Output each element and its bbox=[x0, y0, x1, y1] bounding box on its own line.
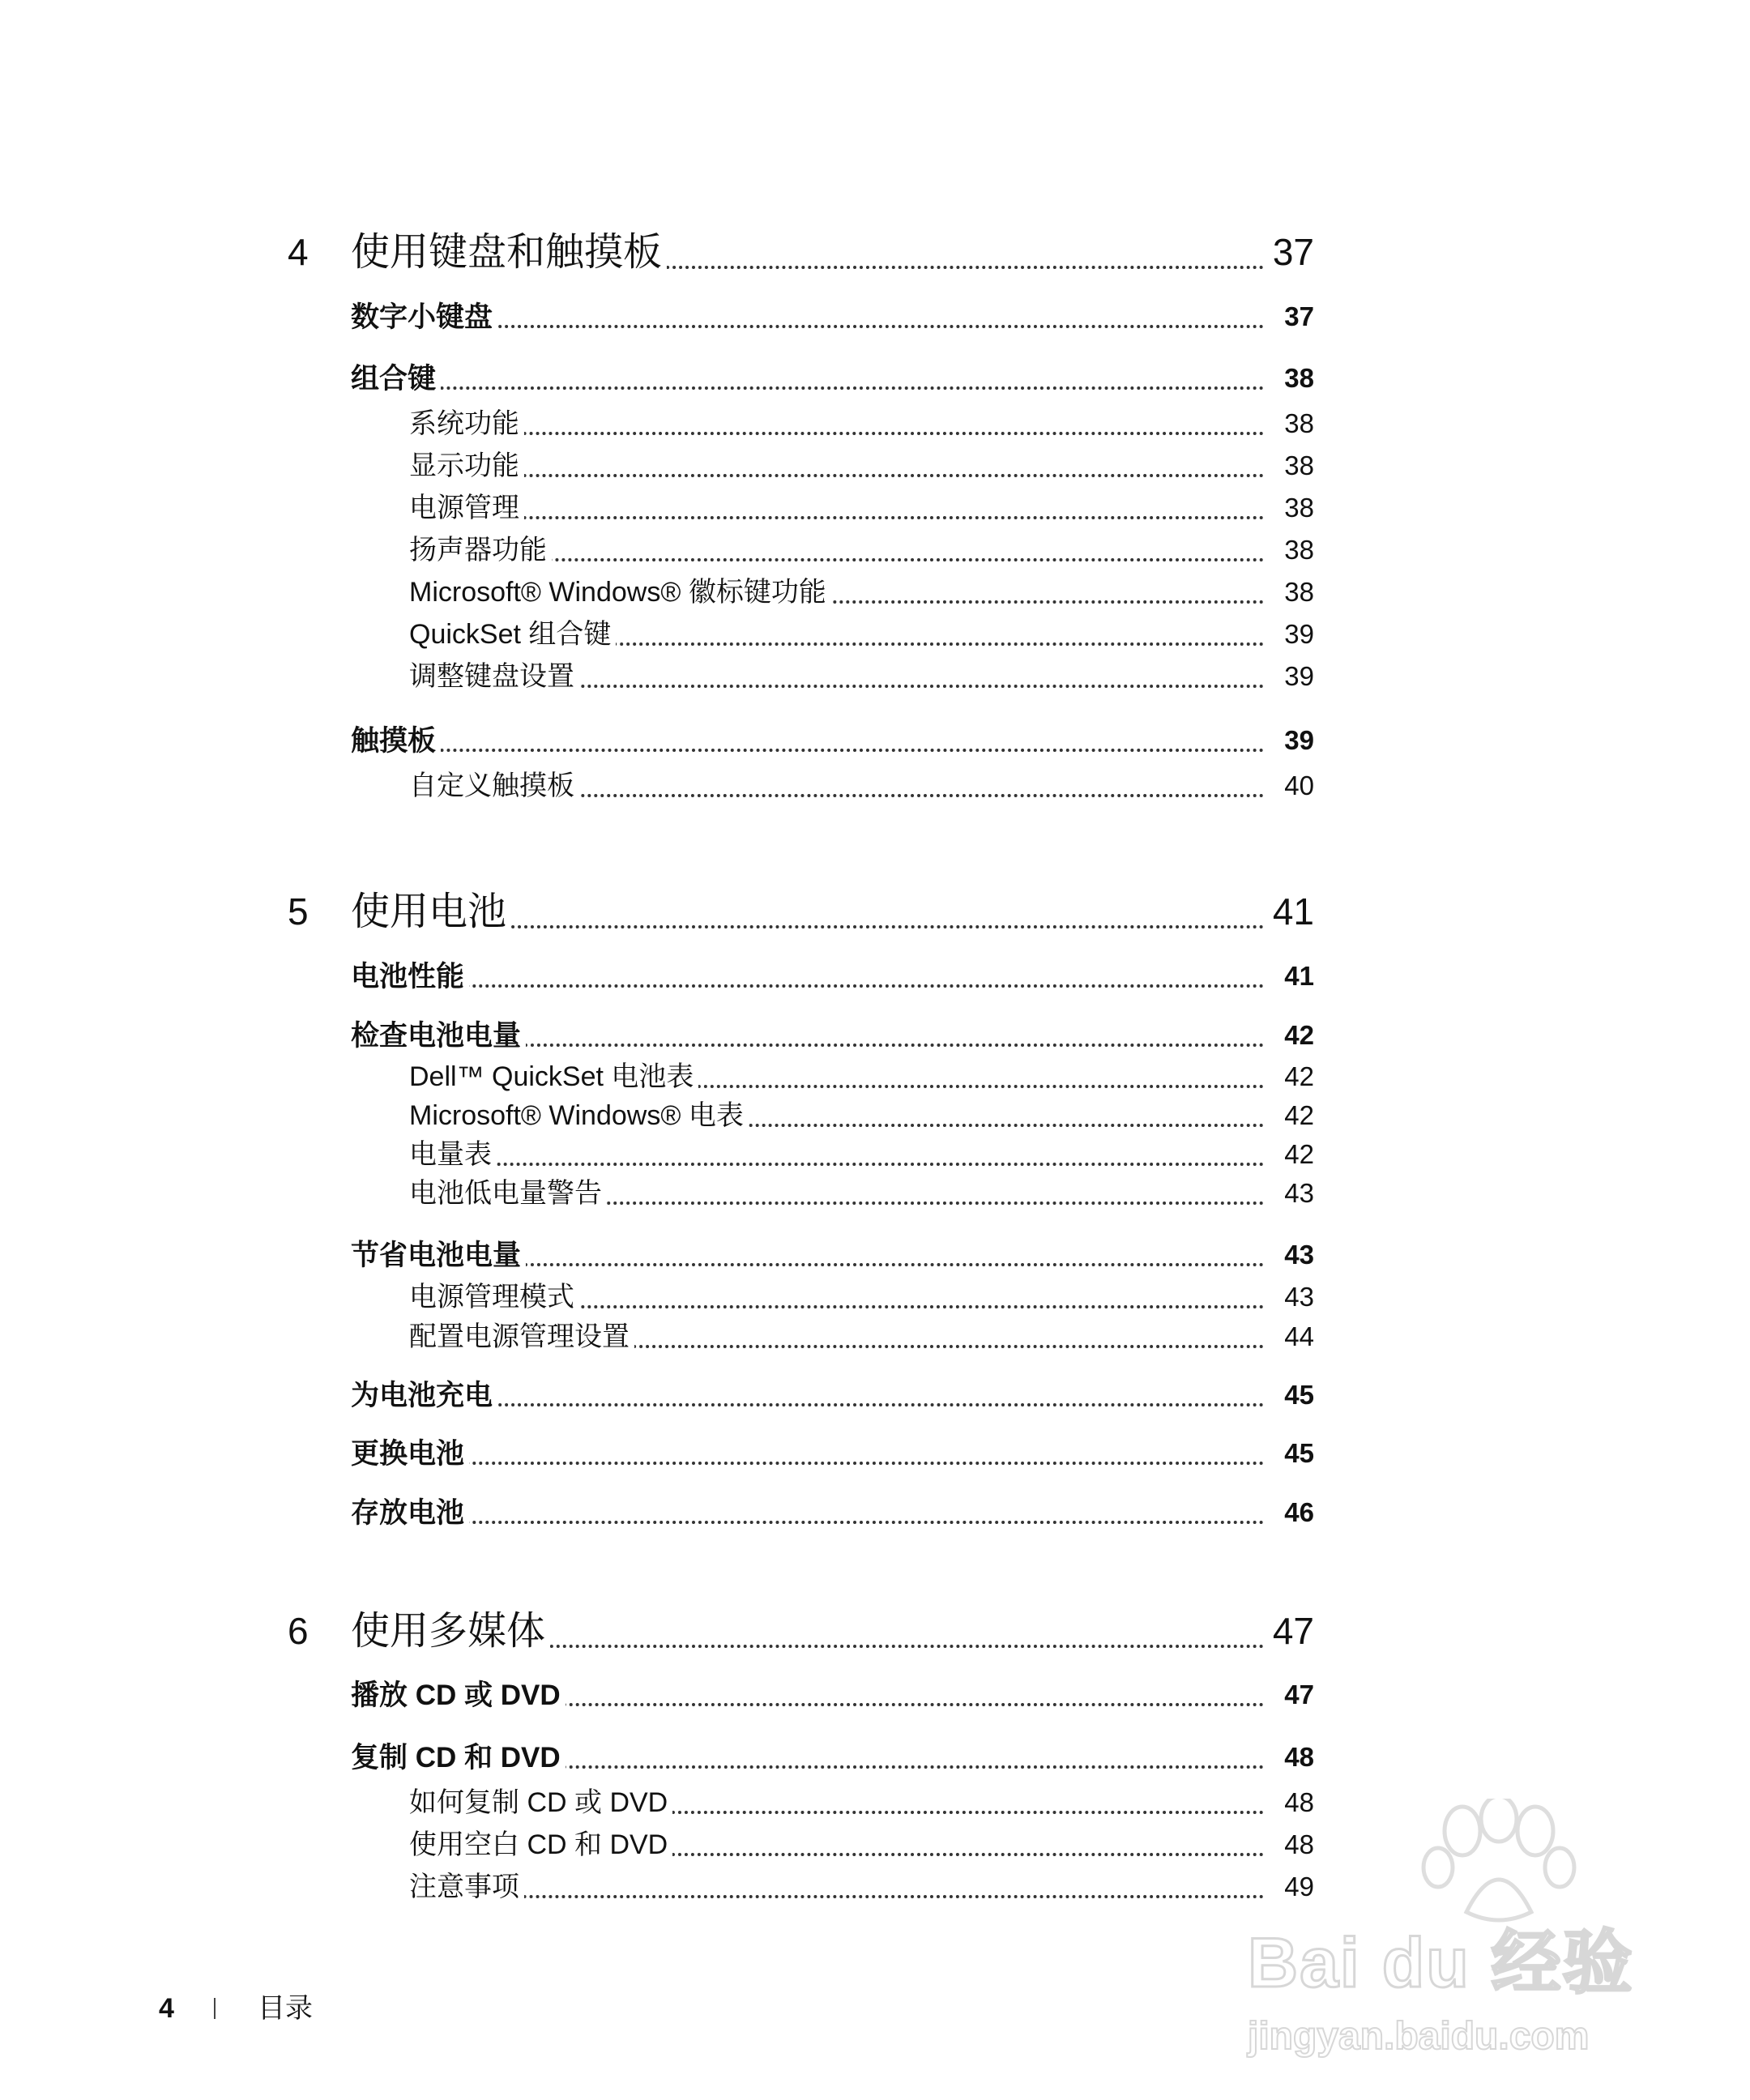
toc-entry-section[interactable] bbox=[0, 1499, 1750, 1527]
toc-title: Microsoft® Windows® 电表 bbox=[409, 1102, 749, 1129]
toc-title: 显示功能 bbox=[409, 452, 524, 480]
toc-page-number: 45 bbox=[1279, 1440, 1314, 1466]
toc-page-number: 40 bbox=[1279, 772, 1314, 799]
toc-title: 自定义触摸板 bbox=[409, 772, 579, 800]
watermark-url: jingyan.baidu.com bbox=[1248, 2015, 1590, 2058]
toc-page-number: 43 bbox=[1279, 1180, 1314, 1206]
toc-page-number: 37 bbox=[1279, 303, 1314, 330]
toc-entry-section[interactable] bbox=[0, 1381, 1750, 1410]
dot-leader bbox=[356, 749, 1264, 752]
toc-page-number: 41 bbox=[1268, 893, 1314, 930]
toc-entry-sub[interactable] bbox=[0, 772, 1750, 800]
toc-title: 播放 CD 或 DVD bbox=[351, 1681, 566, 1709]
toc-entry-sub[interactable] bbox=[0, 1102, 1750, 1130]
footer-divider bbox=[214, 1998, 216, 2019]
toc-entry-chapter[interactable] bbox=[0, 890, 1750, 933]
toc-title: Dell™ QuickSet 电池表 bbox=[409, 1063, 698, 1091]
watermark-brand: Bai du 经验 bbox=[1248, 1924, 1634, 2002]
toc-title: 使用电池 bbox=[351, 893, 511, 932]
toc-entry-sub[interactable] bbox=[0, 536, 1750, 565]
toc-page-number: 46 bbox=[1279, 1499, 1314, 1526]
toc-page-number: 37 bbox=[1268, 233, 1314, 271]
toc-entry-sub[interactable] bbox=[0, 1141, 1750, 1169]
toc-page-number: 48 bbox=[1279, 1744, 1314, 1770]
dot-leader bbox=[356, 386, 1264, 390]
toc-title: 配置电源管理设置 bbox=[409, 1323, 634, 1351]
chapter-number: 5 bbox=[288, 890, 309, 933]
toc-title: 更换电池 bbox=[351, 1440, 469, 1468]
toc-title: Microsoft® Windows® 徽标键功能 bbox=[409, 578, 831, 606]
toc-entry-sub[interactable] bbox=[0, 621, 1750, 649]
toc-page-number: 43 bbox=[1279, 1241, 1314, 1268]
toc-entry-sub[interactable] bbox=[0, 663, 1750, 691]
toc-title: 电池性能 bbox=[351, 962, 469, 991]
toc-title: 调整键盘设置 bbox=[409, 663, 579, 690]
toc-page-number: 48 bbox=[1279, 1789, 1314, 1816]
toc-page-number: 44 bbox=[1279, 1323, 1314, 1350]
toc-entry-sub[interactable] bbox=[0, 452, 1750, 480]
toc-page-number: 45 bbox=[1279, 1381, 1314, 1408]
toc-title: 电量表 bbox=[409, 1141, 497, 1168]
toc-title: 注意事项 bbox=[409, 1873, 524, 1901]
toc-page-number: 39 bbox=[1279, 727, 1314, 753]
dot-leader bbox=[356, 1462, 1264, 1465]
toc-title: 组合键 bbox=[351, 365, 441, 393]
toc-entry-sub[interactable] bbox=[0, 410, 1750, 438]
toc-page-number: 38 bbox=[1279, 578, 1314, 605]
toc-page-number: 38 bbox=[1279, 536, 1314, 563]
toc-page-number: 48 bbox=[1279, 1831, 1314, 1858]
footer-section-label: 目录 bbox=[258, 1993, 313, 2024]
toc-entry-sub[interactable] bbox=[0, 494, 1750, 523]
toc-title: 使用空白 CD 和 DVD bbox=[409, 1831, 672, 1859]
chapter-number: 6 bbox=[288, 1610, 309, 1652]
toc-page-number: 42 bbox=[1279, 1141, 1314, 1167]
toc-page-number: 39 bbox=[1279, 621, 1314, 647]
toc-title: 使用多媒体 bbox=[351, 1612, 550, 1651]
baidu-jingyan-watermark bbox=[1248, 1799, 1669, 2066]
toc-title: QuickSet 组合键 bbox=[409, 621, 616, 648]
dot-leader bbox=[356, 984, 1264, 988]
toc-page-number: 38 bbox=[1279, 452, 1314, 479]
toc-page-number: 42 bbox=[1279, 1063, 1314, 1090]
dot-leader bbox=[413, 474, 1264, 477]
toc-entry-section[interactable] bbox=[0, 1440, 1750, 1468]
toc-title: 如何复制 CD 或 DVD bbox=[409, 1789, 672, 1816]
toc-page-number: 47 bbox=[1279, 1681, 1314, 1708]
paw-icon bbox=[1418, 1799, 1580, 1928]
toc-title: 电池低电量警告 bbox=[409, 1180, 607, 1207]
toc-page-number: 38 bbox=[1279, 410, 1314, 437]
toc-page-number: 39 bbox=[1279, 663, 1314, 689]
toc-entry-section[interactable] bbox=[0, 1241, 1750, 1270]
toc-page-number: 41 bbox=[1279, 962, 1314, 989]
toc-entry-section[interactable] bbox=[0, 1681, 1750, 1709]
toc-entry-section[interactable] bbox=[0, 1744, 1750, 1772]
toc-entry-chapter[interactable] bbox=[0, 233, 1750, 272]
toc-title: 系统功能 bbox=[409, 410, 524, 438]
dot-leader bbox=[413, 432, 1264, 435]
dot-leader bbox=[413, 516, 1264, 519]
toc-entry-sub[interactable] bbox=[0, 1180, 1750, 1208]
toc-entry-section[interactable] bbox=[0, 962, 1750, 991]
toc-page-number: 42 bbox=[1279, 1102, 1314, 1129]
toc-title: 存放电池 bbox=[351, 1499, 469, 1527]
toc-page-number: 49 bbox=[1279, 1873, 1314, 1900]
toc-page-number: 38 bbox=[1279, 365, 1314, 391]
toc-entry-sub[interactable] bbox=[0, 1063, 1750, 1091]
toc-entry-section[interactable] bbox=[0, 303, 1750, 331]
chapter-number: 4 bbox=[288, 231, 309, 273]
toc-entry-sub[interactable] bbox=[0, 578, 1750, 607]
toc-entry-chapter[interactable] bbox=[0, 1612, 1750, 1651]
toc-entry-sub[interactable] bbox=[0, 1283, 1750, 1312]
toc-page-number: 38 bbox=[1279, 494, 1314, 521]
dot-leader bbox=[413, 1895, 1264, 1898]
toc-page-number: 42 bbox=[1279, 1022, 1314, 1048]
toc-title: 复制 CD 和 DVD bbox=[351, 1744, 566, 1772]
toc-title: 检查电池电量 bbox=[351, 1022, 526, 1050]
toc-entry-sub[interactable] bbox=[0, 1323, 1750, 1351]
toc-entry-section[interactable] bbox=[0, 365, 1750, 393]
dot-leader bbox=[356, 1521, 1264, 1524]
toc-entry-section[interactable] bbox=[0, 1022, 1750, 1050]
toc-title: 使用键盘和触摸板 bbox=[351, 233, 667, 272]
dot-leader bbox=[413, 1163, 1264, 1166]
toc-title: 扬声器功能 bbox=[409, 536, 552, 564]
toc-entry-section[interactable] bbox=[0, 727, 1750, 755]
toc-page-number: 43 bbox=[1279, 1283, 1314, 1310]
toc-title: 数字小键盘 bbox=[351, 303, 497, 331]
toc-title: 电源管理 bbox=[409, 494, 524, 522]
toc-title: 触摸板 bbox=[351, 727, 441, 755]
footer-page-number: 4 bbox=[159, 1993, 174, 2024]
toc-page-number: 47 bbox=[1268, 1612, 1314, 1650]
toc-title: 为电池充电 bbox=[351, 1381, 497, 1410]
toc-title: 电源管理模式 bbox=[409, 1283, 579, 1311]
toc-title: 节省电池电量 bbox=[351, 1241, 526, 1270]
